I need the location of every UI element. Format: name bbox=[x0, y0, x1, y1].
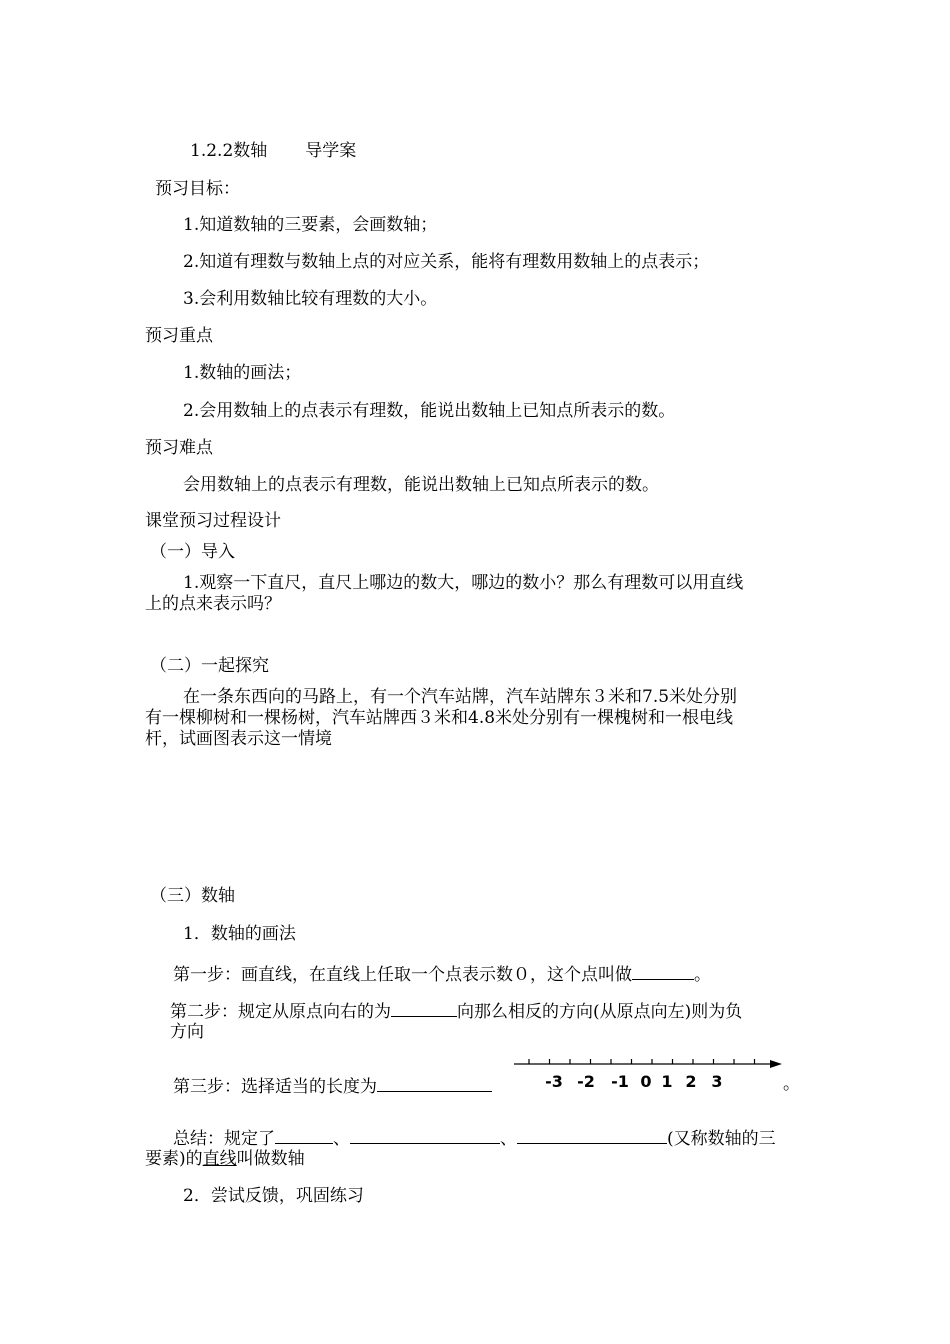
intro-text-line1: 1.观察一下直尺，直尺上哪边的数大，哪边的数小？那么有理数可以用直线 bbox=[183, 573, 744, 593]
explore-text-line3: 杆，试画图表示这一情境 bbox=[145, 729, 332, 749]
step-2-continued: 方向 bbox=[170, 1022, 204, 1042]
summary-line2 bbox=[145, 1148, 305, 1170]
unit-length-blank[interactable] bbox=[377, 1073, 492, 1092]
practice-subheading: 2．尝试反馈，巩固练习 bbox=[183, 1186, 364, 1206]
intro-heading: （一）导入 bbox=[150, 542, 235, 562]
step-2-text-b: 向那么相反的方向(从原点向左)则为负 bbox=[457, 1002, 743, 1022]
origin-element-blank[interactable] bbox=[275, 1125, 333, 1144]
number-line-svg bbox=[514, 1052, 784, 1092]
step-1 bbox=[173, 961, 711, 986]
intro-text-line2: 上的点来表示吗？ bbox=[145, 594, 281, 614]
process-heading: 课堂预习过程设计 bbox=[145, 511, 281, 531]
step-3 bbox=[173, 1073, 492, 1098]
summary-text-c1: 要素)的 bbox=[145, 1149, 203, 1169]
axis-drawing-subheading: 1．数轴的画法 bbox=[183, 924, 296, 944]
unit-element-blank[interactable] bbox=[517, 1125, 667, 1144]
summary-text-c3: 叫做数轴 bbox=[236, 1149, 305, 1169]
page-title bbox=[190, 140, 356, 162]
difficulty-heading: 预习难点 bbox=[145, 438, 213, 458]
direction-element-blank[interactable] bbox=[350, 1125, 500, 1144]
title-suffix: 导学案 bbox=[305, 141, 357, 161]
step-2 bbox=[170, 998, 742, 1023]
number-line-label: -1 bbox=[611, 1072, 629, 1091]
objectives-heading: 预习目标： bbox=[155, 179, 240, 199]
summary-separator: 、 bbox=[500, 1129, 517, 1149]
explore-heading: （二）一起探究 bbox=[150, 656, 269, 676]
summary-text-a: 总结：规定了 bbox=[173, 1129, 275, 1149]
step-1-text: 第一步：画直线，在直线上任取一个点表示数０，这个点叫做 bbox=[173, 965, 632, 985]
key-points-heading: 预习重点 bbox=[145, 326, 213, 346]
number-line-label: 2 bbox=[685, 1072, 697, 1091]
number-line-label: 0 bbox=[640, 1072, 652, 1091]
step-3-end: 。 bbox=[783, 1074, 800, 1094]
number-line-label: -3 bbox=[545, 1072, 563, 1091]
title-number: 1.2.2数轴 bbox=[190, 141, 268, 161]
number-line-figure bbox=[514, 1052, 784, 1092]
explore-text-line1: 在一条东西向的马路上，有一个汽车站牌，汽车站牌东３米和7.5米处分别 bbox=[183, 687, 738, 707]
objective-item: 3.会利用数轴比较有理数的大小。 bbox=[183, 289, 438, 309]
difficulty-text: 会用数轴上的点表示有理数，能说出数轴上已知点所表示的数。 bbox=[183, 475, 659, 495]
summary-underlined-term: 直线 bbox=[202, 1149, 237, 1169]
positive-direction-blank[interactable] bbox=[391, 998, 457, 1017]
objective-item: 1.知道数轴的三要素，会画数轴； bbox=[183, 215, 438, 235]
number-line-label: 1 bbox=[661, 1072, 673, 1091]
key-point-item: 1.数轴的画法； bbox=[183, 363, 302, 383]
number-line-label: -2 bbox=[577, 1072, 595, 1091]
step-3-text: 第三步：选择适当的长度为 bbox=[173, 1077, 377, 1097]
number-line-label: 3 bbox=[711, 1072, 723, 1091]
origin-blank[interactable] bbox=[632, 961, 694, 980]
axis-section-heading: （三）数轴 bbox=[150, 886, 235, 906]
summary-line1 bbox=[173, 1125, 776, 1150]
number-line-arrow bbox=[770, 1060, 782, 1068]
explore-text-line2: 有一棵柳树和一棵杨树，汽车站牌西３米和4.8米处分别有一棵槐树和一根电线 bbox=[145, 708, 734, 728]
step-2-text-a: 第二步：规定从原点向右的为 bbox=[170, 1002, 391, 1022]
step-1-end: 。 bbox=[694, 965, 711, 985]
summary-text-b: (又称数轴的三 bbox=[667, 1129, 776, 1149]
summary-separator: 、 bbox=[333, 1129, 350, 1149]
objective-item: 2.知道有理数与数轴上点的对应关系，能将有理数用数轴上的点表示； bbox=[183, 252, 710, 272]
key-point-item: 2.会用数轴上的点表示有理数，能说出数轴上已知点所表示的数。 bbox=[183, 401, 676, 421]
